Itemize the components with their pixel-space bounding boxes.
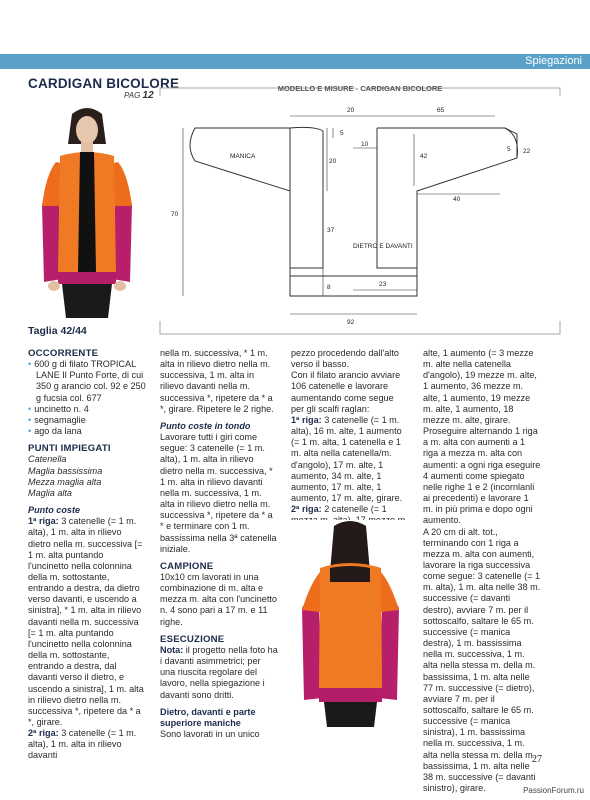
schematic-diagram — [155, 76, 565, 338]
round-rib-heading: Punto coste in tondo — [160, 420, 251, 431]
stitch-item: Catenella — [28, 454, 67, 465]
row2-text: 2 catenelle (= 1 — [324, 504, 387, 515]
model-photo-front — [28, 104, 146, 318]
paragraph: A 20 cm di alt. tot., terminando con 1 riga a mezza m. alta con aumenti, lavorare la riga successiva come segue: 3 catenelle (= 1 m. alta), 1 m. alta nelle 38 m. successive (= davanti destro), avviare 7 m. per il sottoscalfo, saltare le 65 m. successive (= manica destra), 1 m. bassissima nella m. successiva, 1 m. alta nella stessa m. della m. bassissima, 1 m. alta nelle 77 m. successive (= dietro), avviare 7 m. per il sottoscalfo, saltare le 65 m. successive (= manica sinistra), 1 m. bassissima nella m. successiva, 1 m. alta nella stessa m. della m. bassissima, 1 m. alta nelle 38 m. successive (= davanti sinistro), girare. — [423, 526, 541, 794]
dim-10: 10 — [361, 141, 369, 148]
size-label: Taglia 42/44 — [28, 325, 87, 337]
dim-40: 40 — [453, 196, 461, 203]
paragraph: nella m. successiva, * 1 m. alta in rilievo dietro nella m. successiva, 1 m. alta in rilievo davanti nella m. successiva *, ripetere da * a *, girare. Ripetere le 2 righe. — [160, 348, 274, 414]
column-1 — [28, 348, 146, 762]
column-2 — [160, 348, 278, 740]
row1-label: 1ª riga: — [28, 516, 59, 527]
materials-heading: OCCORRENTE — [28, 348, 99, 359]
material-item: • 600 g di filato TROPICAL LANE Il Punto Forte, di cui 350 g arancio col. 92 e 250 g fucsia col. 677 — [28, 359, 146, 404]
execution-heading: ESECUZIONE — [160, 633, 225, 645]
note-text: il progetto nella foto ha i davanti asimmetrici; per una riuscita regolare del lavoro, nella spiegazione i davanti sono dritti. — [160, 644, 278, 700]
dim-5-right: 5 — [507, 146, 511, 153]
pattern-title: CARDIGAN BICOLORE — [28, 76, 180, 91]
dim-37: 37 — [327, 227, 335, 234]
dim-23: 23 — [379, 281, 387, 288]
page-ref-prefix: PAG — [124, 91, 141, 100]
row1-text: 3 catenelle (= 1 m. alta), 16 m. alte, 1 aumento (= 1 m. alta, 1 catenella e 1 m. alta nella catenella/m. d'angolo), 17 m. alte, 1 aumento, 34 m. alte, 1 aumento, 17 m. alte, 1 aumento, 17 m. alte, girare. — [291, 414, 403, 504]
stitch-item: Maglia alta — [28, 487, 72, 498]
dim-8: 8 — [327, 284, 331, 291]
note-label: Nota: — [160, 644, 184, 655]
row2-text: 3 catenelle (= 1 m. alta), 1 m. alta in rilievo davanti — [28, 728, 137, 761]
section-header-bar — [0, 54, 590, 69]
paragraph: Proseguire alternando 1 riga a m. alta con aumenti a 1 riga a mezza m. alta con aumenti: a ogni riga eseguire 4 aumenti come spiegato nelle righe 1 e 2 (incornlanli ai precedenti) e lavorare 1 m. in più prima e dopo ogni aumento. — [423, 426, 541, 526]
sleeve-label: MANICA — [230, 153, 256, 160]
row1-text: 3 catenelle (= 1 m. alta), 1 m. alta in rilievo dietro nella m. successiva [= 1 m. alta puntando l'uncinetto nella colonnina della m. sottostante, entrando a destra, da dietro verso davanti, e uscendo a sinistra], * 1 m. alta in rilievo davanti nella m. successiva [= 1 m. alta puntando l'uncinetto nella colonnina della m. sottostante, entrando a destra, dal davanti verso il dietro, e uscendo a sinistra], 1 m. alta in rilievo dietro nella m. successiva *, ripetere da * a *, girare. — [28, 516, 144, 727]
paragraph: Lavorare tutti i giri come segue: 3 catenelle (= 1 m. alta), 1 m. alta in rilievo dietro nella m. successiva, * 1 m. alta in rilievo davanti nella m. successiva, 1 m. alta in rilievo dietro nella m. successiva *, ripetere da * a * e terminare con 1 m. bassissima nella 3ª catenella iniziale. — [160, 432, 277, 554]
row2-label: 2ª riga: — [28, 728, 59, 739]
dim-20-top: 20 — [347, 107, 355, 114]
dim-70: 70 — [171, 211, 179, 218]
paragraph: alte, 1 aumento (= 3 mezze m. alte nella catenella d'angolo), 19 mezze m. alte, 1 aumento, 36 mezze m. alte, 1 aumento, 19 mezze m. alte, 1 aumento, 18 mezze m. alte, girare. — [423, 348, 537, 425]
note-paragraph — [160, 645, 278, 701]
stitches-heading: PUNTI IMPIEGATI — [28, 443, 111, 455]
stitch-item: Mezza maglia alta — [28, 476, 102, 487]
model-photo-back — [290, 520, 411, 727]
row1-label: 1ª riga: — [291, 414, 322, 425]
watermark: PassionForum.ru — [523, 786, 584, 795]
stitch-item: Maglia bassissima — [28, 465, 103, 476]
row1-paragraph — [28, 516, 146, 728]
material-item: • uncinetto n. 4 — [28, 404, 146, 415]
column-3 — [291, 348, 409, 527]
row1-paragraph — [291, 415, 409, 504]
paragraph: 10x10 cm lavorati in una combinazione di m. alta e mezza m. alta con l'uncinetto n. 4 sono pari a 17 m. e 11 righe. — [160, 571, 277, 627]
row2-paragraph — [28, 728, 146, 761]
dim-22: 22 — [523, 148, 531, 155]
body-heading: Dietro, davanti e parte superiore maniche — [160, 706, 256, 728]
dim-5-left: 5 — [340, 130, 344, 137]
paragraph: Sono lavorati in un unico — [160, 729, 260, 739]
material-item: • ago da lana — [28, 426, 146, 437]
paragraph: pezzo procedendo dall'alto verso il basso. — [291, 348, 399, 370]
page-ref-number: 12 — [142, 90, 154, 101]
section-title: Spiegazioni — [525, 55, 582, 67]
paragraph: Con il filato arancio avviare 106 catenelle e lavorare aumentando come segue per gli scalfi raglan: — [291, 370, 401, 414]
dim-42: 42 — [420, 153, 428, 160]
dim-65: 65 — [437, 107, 445, 114]
row2-label: 2ª riga: — [291, 504, 322, 515]
dim-92: 92 — [347, 319, 355, 326]
body-label: DIETRO E DAVANTI — [353, 243, 413, 250]
column-4 — [423, 348, 541, 794]
page-number: 27 — [532, 754, 542, 765]
page-reference — [124, 90, 154, 101]
rib-stitch-heading: Punto coste — [28, 505, 81, 516]
gauge-heading: CAMPIONE — [160, 560, 214, 572]
diagram-title: MODELLO E MISURE - CARDIGAN BICOLORE — [277, 84, 443, 93]
dim-20-side: 20 — [329, 158, 337, 165]
material-item: • segnamaglie — [28, 415, 146, 426]
